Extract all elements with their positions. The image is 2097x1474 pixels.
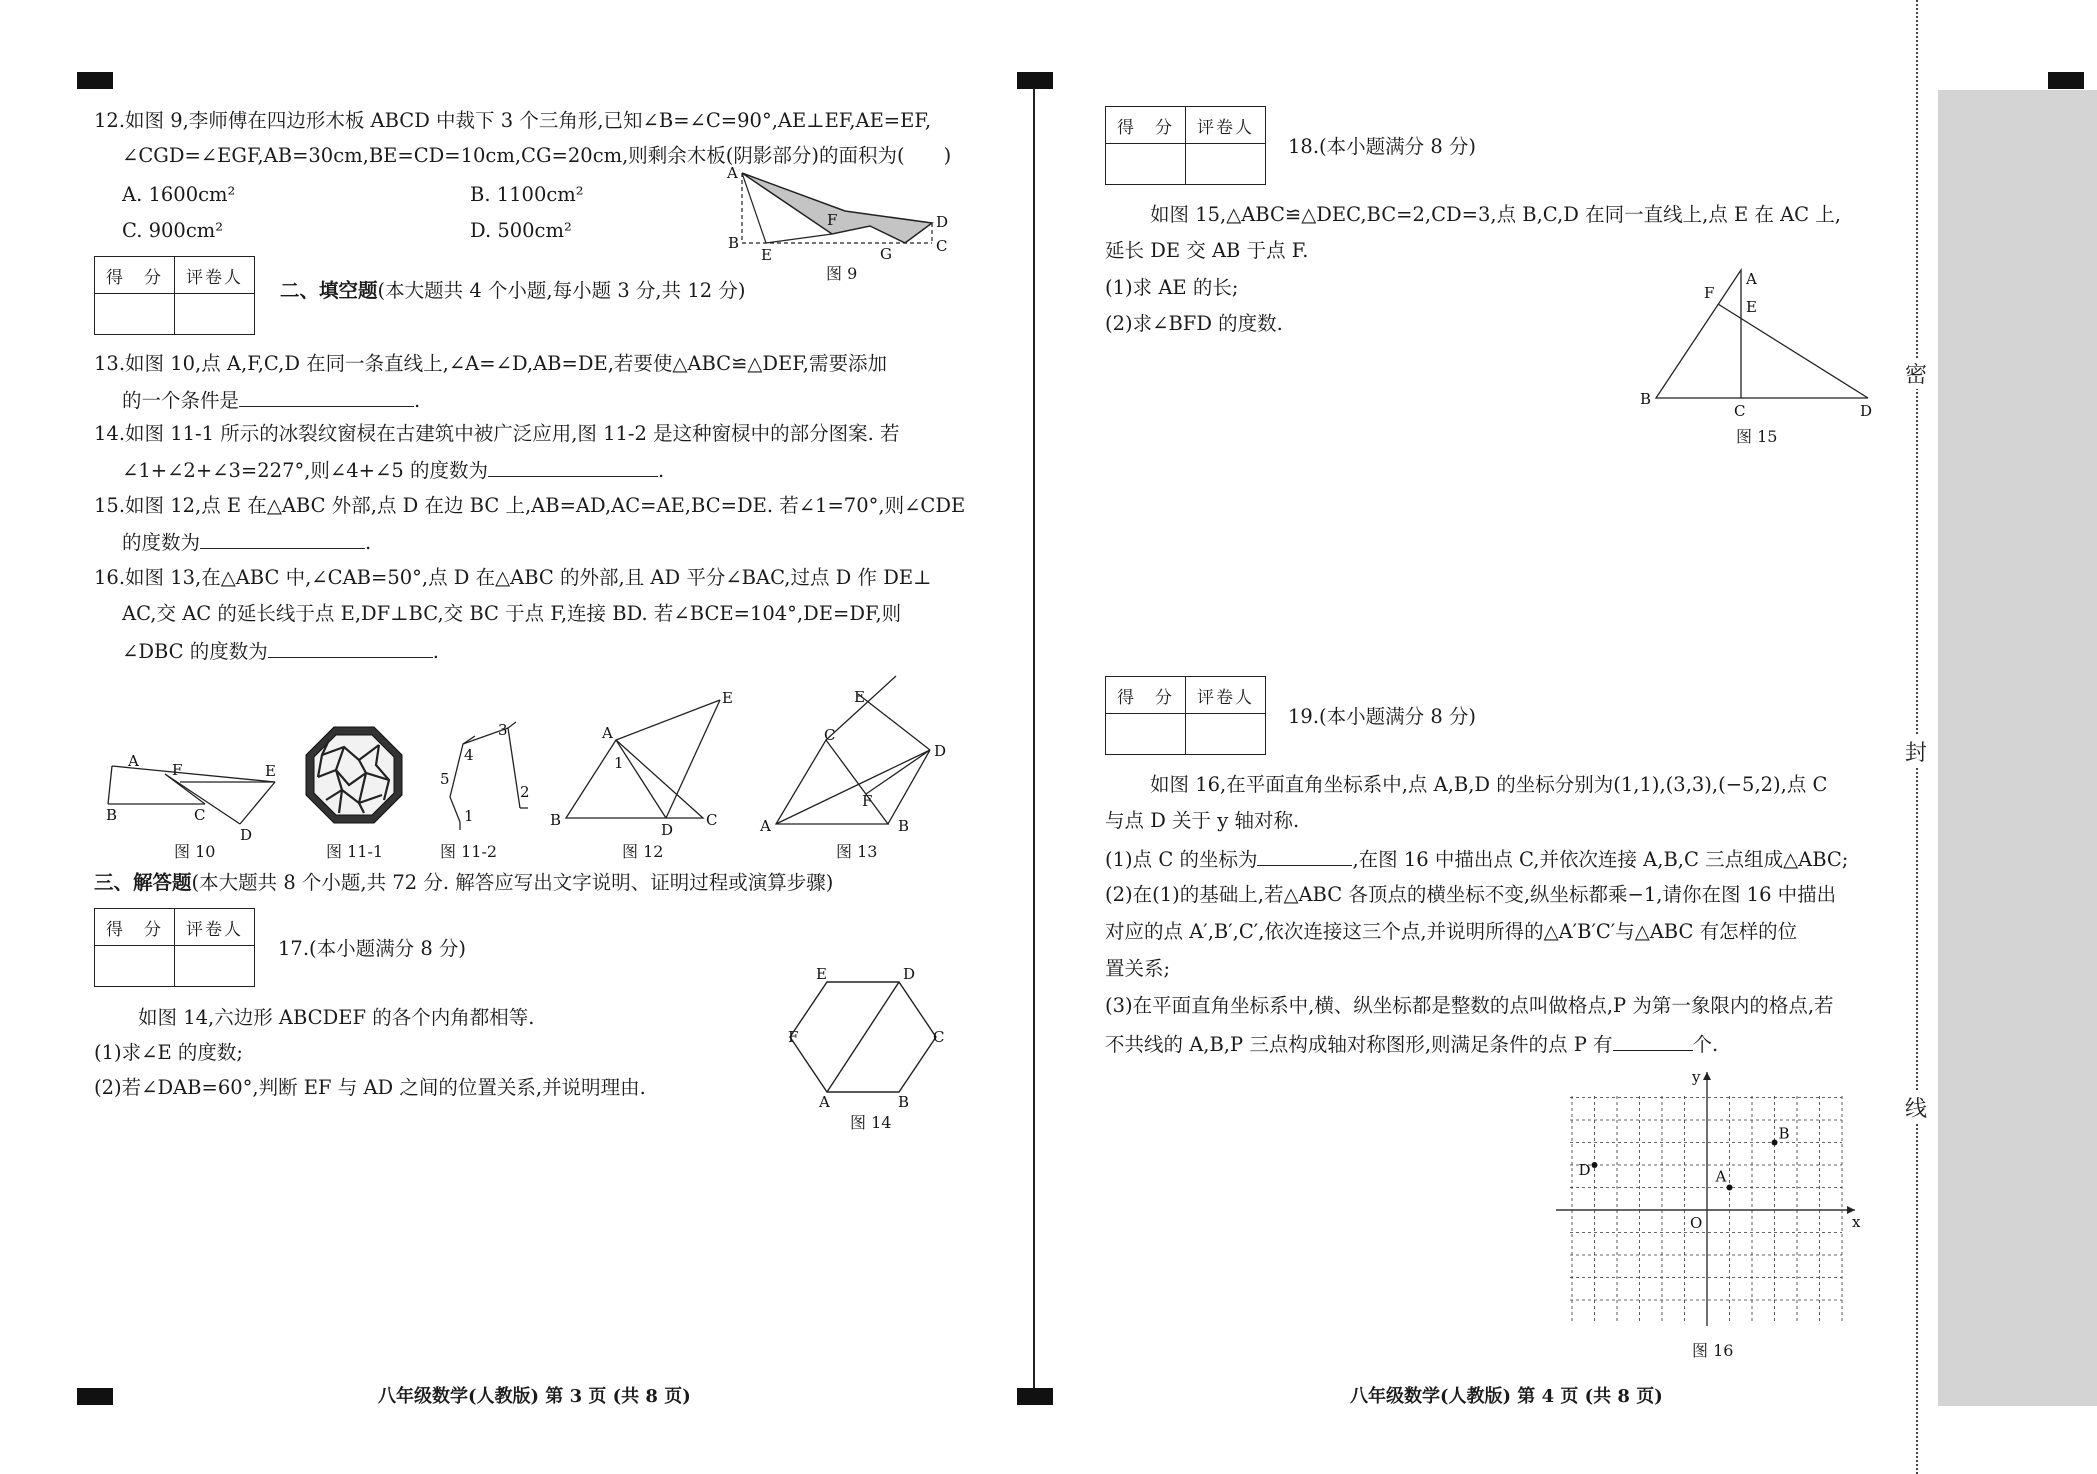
label: B bbox=[550, 811, 562, 829]
label: B bbox=[1640, 390, 1652, 408]
label: E bbox=[265, 762, 276, 780]
q17-intro: 如图 14,六边形 ABCDEF 的各个内角都相等. bbox=[138, 1006, 535, 1029]
score-label: 得 分 bbox=[95, 909, 175, 946]
section-3-title: 三、解答题 bbox=[94, 871, 192, 894]
label: D bbox=[240, 826, 253, 844]
q14-line1: 14.如图 11-1 所示的冰裂纹窗棂在古建筑中被广泛应用,图 11-2 是这种窗棂中的部分图案. 若 bbox=[94, 422, 900, 445]
label: B bbox=[898, 1093, 910, 1111]
figure-10-caption: 图 10 bbox=[174, 842, 216, 861]
label: A bbox=[602, 724, 613, 742]
point-marker bbox=[1592, 1162, 1598, 1168]
figure-10 bbox=[100, 752, 290, 844]
q13-text: 的一个条件是 bbox=[122, 389, 240, 412]
label: G bbox=[880, 245, 892, 263]
registration-mark bbox=[1017, 72, 1053, 89]
seal-word: 封 bbox=[1905, 736, 1927, 767]
label: E bbox=[816, 965, 827, 983]
grader-label: 评卷人 bbox=[175, 257, 255, 294]
score-box bbox=[1105, 106, 1266, 185]
q19-line6: 置关系; bbox=[1105, 957, 1171, 980]
label: C bbox=[933, 1028, 945, 1046]
q19-head: 19.(本小题满分 8 分) bbox=[1288, 705, 1477, 728]
figure-15 bbox=[1636, 268, 1876, 418]
q19-line5: 对应的点 A′,B′,C′,依次连接这三个点,并说明所得的△A′B′C′与△ABC 有怎样的位 bbox=[1105, 920, 1798, 943]
registration-mark bbox=[77, 1388, 113, 1405]
score-box bbox=[1105, 676, 1266, 755]
page-divider bbox=[1033, 88, 1035, 1388]
point-marker bbox=[1772, 1140, 1778, 1146]
score-cell[interactable] bbox=[1106, 144, 1186, 185]
q17-part1: (1)求∠E 的度数; bbox=[94, 1041, 243, 1064]
label: C bbox=[194, 806, 206, 824]
answer-blank[interactable] bbox=[239, 386, 414, 407]
q18-part1: (1)求 AE 的长; bbox=[1105, 276, 1239, 299]
q19-line3 bbox=[1105, 845, 1848, 873]
label: 4 bbox=[464, 746, 474, 764]
figure-11-1 bbox=[304, 725, 404, 825]
seal-word: 密 bbox=[1905, 358, 1927, 389]
q12-option-c: C. 900cm² bbox=[122, 219, 224, 242]
figure-13 bbox=[758, 676, 958, 835]
axis-label: O bbox=[1690, 1214, 1703, 1232]
figure-11-1-caption: 图 11-1 bbox=[326, 842, 384, 861]
q12-line2: ∠CGD=∠EGF,AB=30cm,BE=CD=10cm,CG=20cm,则剩余木板(阴影部分)的面积为( ) bbox=[122, 144, 952, 167]
q18-line2: 延长 DE 交 AB 于点 F. bbox=[1105, 239, 1309, 262]
point-label: A bbox=[1715, 1167, 1727, 1186]
score-label: 得 分 bbox=[95, 257, 175, 294]
axis-label: y bbox=[1692, 1068, 1701, 1086]
q19-line8 bbox=[1105, 1030, 1718, 1058]
q19-text: 个. bbox=[1692, 1033, 1719, 1056]
q19-line4: (2)在(1)的基础上,若△ABC 各顶点的横坐标不变,纵坐标都乘−1,请你在图 16 中描出 bbox=[1105, 883, 1837, 906]
figure-14 bbox=[786, 965, 956, 1115]
label: E bbox=[761, 246, 772, 264]
figure-12 bbox=[548, 689, 738, 839]
point-marker bbox=[1727, 1185, 1733, 1191]
point-label: B bbox=[1778, 1124, 1790, 1143]
label: F bbox=[172, 761, 183, 779]
q12-line1: 12.如图 9,李师傅在四边形木板 ABCD 中裁下 3 个三角形,已知∠B=∠C=90°,AE⊥EF,AE=EF, bbox=[94, 109, 932, 132]
label: 1 bbox=[614, 754, 624, 772]
label: A bbox=[819, 1093, 830, 1111]
answer-blank[interactable] bbox=[200, 528, 365, 549]
label: C bbox=[936, 237, 948, 255]
q13-line2: 的一个条件是 . bbox=[122, 386, 420, 414]
label: C bbox=[824, 726, 836, 744]
label: B bbox=[898, 817, 910, 835]
q14-text: ∠1+∠2+∠3=227°,则∠4+∠5 的度数为 bbox=[122, 459, 488, 482]
label: 2 bbox=[520, 783, 530, 801]
figure-16-coordinate-grid bbox=[1550, 1068, 1870, 1350]
registration-mark bbox=[77, 72, 113, 89]
label: E bbox=[854, 688, 865, 706]
q19-line7: (3)在平面直角坐标系中,横、纵坐标都是整数的点叫做格点,P 为第一象限内的格点,若 bbox=[1105, 994, 1834, 1017]
answer-blank[interactable] bbox=[1613, 1030, 1693, 1051]
label: A bbox=[727, 164, 738, 182]
footer-right: 八年级数学(人教版) 第 4 页 (共 8 页) bbox=[1350, 1386, 1663, 1407]
q18-head: 18.(本小题满分 8 分) bbox=[1288, 135, 1477, 158]
figure-11-2 bbox=[420, 722, 535, 832]
q19-line1: 如图 16,在平面直角坐标系中,点 A,B,D 的坐标分别为(1,1),(3,3),(−5,2),点 C bbox=[1150, 773, 1828, 796]
seal-word: 线 bbox=[1905, 1092, 1927, 1123]
label: F bbox=[788, 1028, 799, 1046]
q17-part2: (2)若∠DAB=60°,判断 EF 与 AD 之间的位置关系,并说明理由. bbox=[94, 1076, 646, 1099]
figure-13-caption: 图 13 bbox=[836, 842, 878, 861]
grader-label: 评卷人 bbox=[175, 909, 255, 946]
label: D bbox=[934, 742, 947, 760]
score-cell[interactable] bbox=[95, 946, 175, 987]
label: E bbox=[722, 689, 733, 707]
registration-mark bbox=[2048, 72, 2084, 89]
grader-cell[interactable] bbox=[1186, 714, 1266, 755]
binding-strip bbox=[1938, 90, 2097, 1406]
figure-9-caption: 图 9 bbox=[826, 264, 858, 283]
figure-16-caption: 图 16 bbox=[1692, 1341, 1734, 1360]
label: F bbox=[1704, 284, 1715, 302]
y-axis-arrow bbox=[1703, 1072, 1711, 1080]
label: 3 bbox=[498, 721, 508, 739]
q12-option-b: B. 1100cm² bbox=[470, 183, 584, 206]
label: E bbox=[1746, 298, 1757, 316]
q16-line2: AC,交 AC 的延长线于点 E,DF⊥BC,交 BC 于点 F,连接 BD. 若∠BCE=104°,DE=DF,则 bbox=[122, 602, 902, 625]
q19-text: (1)点 C 的坐标为 bbox=[1105, 848, 1258, 871]
label: C bbox=[706, 811, 718, 829]
label: D bbox=[936, 213, 949, 231]
label: A bbox=[760, 817, 771, 835]
grader-cell[interactable] bbox=[1186, 144, 1266, 185]
score-box bbox=[94, 908, 255, 987]
q19-text: 不共线的 A,B,P 三点构成轴对称图形,则满足条件的点 P 有 bbox=[1105, 1033, 1613, 1056]
grader-cell[interactable] bbox=[175, 946, 255, 987]
figure-12-caption: 图 12 bbox=[622, 842, 664, 861]
q16-line3: ∠DBC 的度数为 . bbox=[122, 637, 439, 665]
answer-blank[interactable] bbox=[1257, 845, 1352, 866]
answer-blank[interactable] bbox=[268, 637, 433, 658]
registration-mark bbox=[1017, 1388, 1053, 1405]
figure-9 bbox=[720, 164, 960, 264]
q14-line2: ∠1+∠2+∠3=227°,则∠4+∠5 的度数为 . bbox=[122, 456, 664, 484]
label: B bbox=[106, 806, 118, 824]
answer-blank[interactable] bbox=[488, 456, 658, 477]
section-2-title: 二、填空题 bbox=[280, 279, 378, 302]
figure-15-caption: 图 15 bbox=[1736, 427, 1778, 446]
section-3-header bbox=[94, 870, 833, 896]
q13-line1: 13.如图 10,点 A,F,C,D 在同一条直线上,∠A=∠D,AB=DE,若要使△ABC≌△DEF,需要添加 bbox=[94, 352, 887, 375]
section-2-note: (本大题共 4 个小题,每小题 3 分,共 12 分) bbox=[377, 279, 746, 302]
footer-left: 八年级数学(人教版) 第 3 页 (共 8 页) bbox=[378, 1386, 691, 1407]
score-label: 得 分 bbox=[1106, 107, 1186, 144]
axis-label: x bbox=[1852, 1213, 1861, 1231]
q15-line1: 15.如图 12,点 E 在△ABC 外部,点 D 在边 BC 上,AB=AD,AC=AE,BC=DE. 若∠1=70°,则∠CDE bbox=[94, 494, 966, 517]
q16-line1: 16.如图 13,在△ABC 中,∠CAB=50°,点 D 在△ABC 的外部,且 AD 平分∠BAC,过点 D 作 DE⊥ bbox=[94, 566, 932, 589]
score-box bbox=[94, 256, 255, 335]
label: A bbox=[128, 752, 139, 770]
q18-part2: (2)求∠BFD 的度数. bbox=[1105, 312, 1283, 335]
q17-head: 17.(本小题满分 8 分) bbox=[278, 937, 467, 960]
label: 1 bbox=[464, 807, 474, 825]
label: F bbox=[827, 211, 838, 229]
score-cell[interactable] bbox=[1106, 714, 1186, 755]
q15-text: 的度数为 bbox=[122, 531, 201, 554]
grader-cell[interactable] bbox=[175, 294, 255, 335]
grader-label: 评卷人 bbox=[1186, 677, 1266, 714]
section-3-note: (本大题共 8 个小题,共 72 分. 解答应写出文字说明、证明过程或演算步骤) bbox=[191, 871, 834, 894]
figure-11-2-caption: 图 11-2 bbox=[440, 842, 498, 861]
label: D bbox=[661, 821, 674, 839]
label: A bbox=[1746, 270, 1757, 288]
grader-label: 评卷人 bbox=[1186, 107, 1266, 144]
q12-option-a: A. 1600cm² bbox=[122, 183, 236, 206]
label: B bbox=[728, 234, 740, 252]
q12-option-d: D. 500cm² bbox=[470, 219, 572, 242]
label: D bbox=[903, 965, 916, 983]
figure-14-caption: 图 14 bbox=[850, 1113, 892, 1132]
score-label: 得 分 bbox=[1106, 677, 1186, 714]
label: F bbox=[862, 792, 873, 810]
label: 5 bbox=[440, 770, 450, 788]
label: D bbox=[1860, 402, 1873, 420]
q19-line2: 与点 D 关于 y 轴对称. bbox=[1105, 809, 1300, 832]
q16-text: ∠DBC 的度数为 bbox=[122, 640, 268, 663]
point-label: D bbox=[1578, 1161, 1591, 1179]
section-2-header bbox=[280, 278, 745, 304]
score-cell[interactable] bbox=[95, 294, 175, 335]
q15-line2: 的度数为 . bbox=[122, 528, 371, 556]
label: C bbox=[1734, 402, 1746, 420]
q19-text: ,在图 16 中描出点 C,并依次连接 A,B,C 三点组成△ABC; bbox=[1352, 848, 1849, 871]
q18-line1: 如图 15,△ABC≌△DEC,BC=2,CD=3,点 B,C,D 在同一直线上,点 E 在 AC 上, bbox=[1150, 203, 1841, 226]
